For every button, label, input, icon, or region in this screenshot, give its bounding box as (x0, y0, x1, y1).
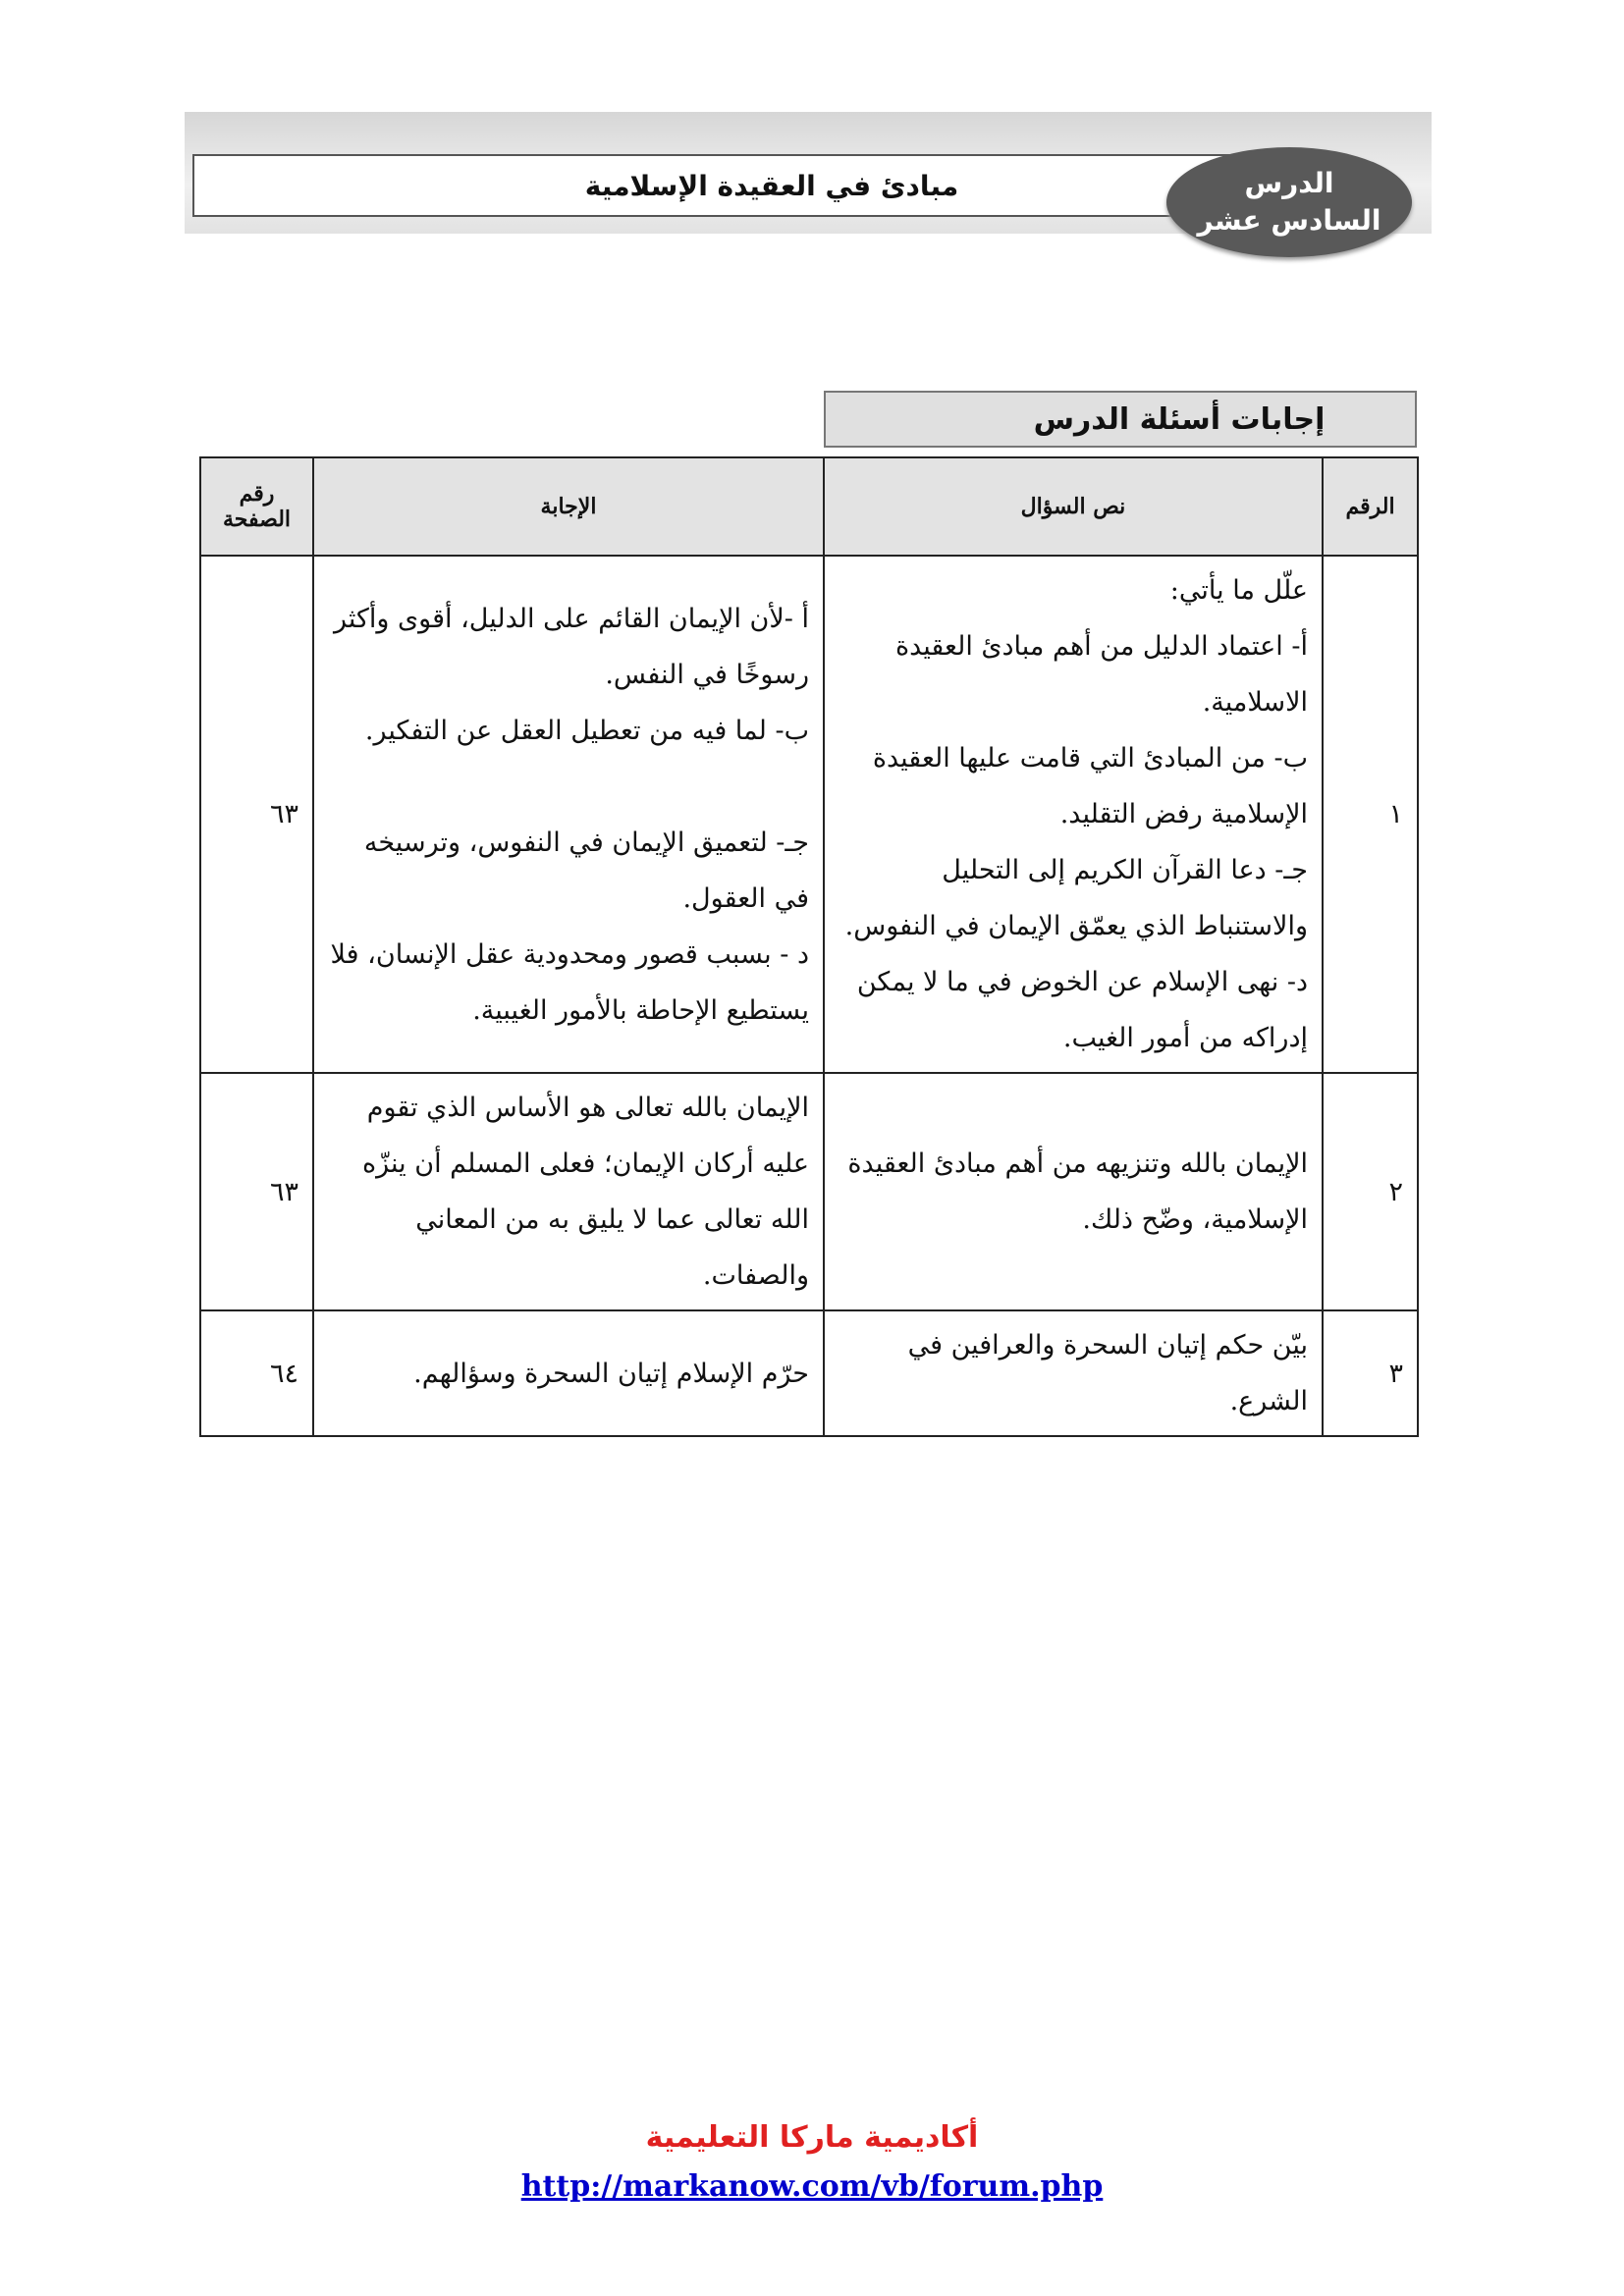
answer-cell: حرّم الإسلام إتيان السحرة وسؤالهم. (313, 1310, 824, 1436)
lesson-badge-line2: السادس عشر (1197, 204, 1381, 237)
footer-academy-name: أكاديمية ماركا التعليمية (645, 2120, 979, 2155)
page-number: ٦٣ (200, 1073, 313, 1310)
table-header-row (200, 457, 1418, 556)
question-cell: الإيمان بالله وتنزيهه من أهم مبادئ العقيدة الإسلامية، وضّح ذلك. (824, 1073, 1323, 1310)
section-heading (824, 391, 1417, 448)
table-row (200, 1073, 1418, 1310)
question-item: ب- من المبادئ التي قامت عليها العقيدة الإسلامية رفض التقليد. (872, 743, 1308, 829)
question-cell: بيّن حكم إتيان السحرة والعرافين في الشرع. (824, 1310, 1323, 1436)
answer-item: أ -لأن الإيمان القائم على الدليل، أقوى وأكثر رسوخًا في النفس. (333, 603, 809, 690)
answer-cell: الإيمان بالله تعالى هو الأساس الذي تقوم عليه أركان الإيمان؛ فعلى المسلم أن ينزّه الله تعالى عما لا يليق به من المعاني والصفات. (313, 1073, 824, 1310)
header-question: نص السؤال (824, 457, 1323, 556)
answer-cell (313, 556, 824, 1073)
lesson-title-box (192, 154, 1233, 217)
page-number: ٦٣ (200, 556, 313, 1073)
table-row (200, 1310, 1418, 1436)
answer-item: د - بسبب قصور ومحدودية عقل الإنسان، فلا يستطيع الإحاطة بالأمور الغيبية. (330, 938, 809, 1026)
answer-item: ب- لما فيه من تعطيل العقل عن التفكير. (364, 715, 809, 746)
page-number: ٦٤ (200, 1310, 313, 1436)
row-number: ١ (1323, 556, 1418, 1073)
question-intro: علّل ما يأتي: (1169, 575, 1308, 606)
section-title: إجابات أسئلة الدرس (1033, 401, 1326, 437)
table-row (200, 556, 1418, 1073)
answer-item: جـ- لتعميق الإيمان في النفوس، وترسيخه في العقول. (363, 827, 809, 914)
answer-spacer (328, 759, 809, 815)
question-cell (824, 556, 1323, 1073)
question-item: أ- اعتماد الدليل من أهم مبادئ العقيدة الاسلامية. (894, 631, 1308, 718)
row-number: ٢ (1323, 1073, 1418, 1310)
footer-forum-link[interactable]: http://markanow.com/vb/forum.php (520, 2169, 1104, 2204)
lesson-badge-line1: الدرس (1244, 167, 1334, 199)
lesson-badge (1166, 147, 1412, 257)
lesson-title: مبادئ في العقيدة الإسلامية (584, 169, 959, 202)
header-number: الرقم (1323, 457, 1418, 556)
question-item: د- نهى الإسلام عن الخوض في ما لا يمكن إدراكه من أمور الغيب. (856, 967, 1308, 1053)
answers-table (199, 456, 1419, 1437)
question-item: جـ- دعا القرآن الكريم إلى التحليل والاستنباط الذي يعمّق الإيمان في النفوس. (844, 855, 1308, 941)
row-number: ٣ (1323, 1310, 1418, 1436)
header-page: رقم الصفحة (200, 457, 313, 556)
header-answer: الإجابة (313, 457, 824, 556)
